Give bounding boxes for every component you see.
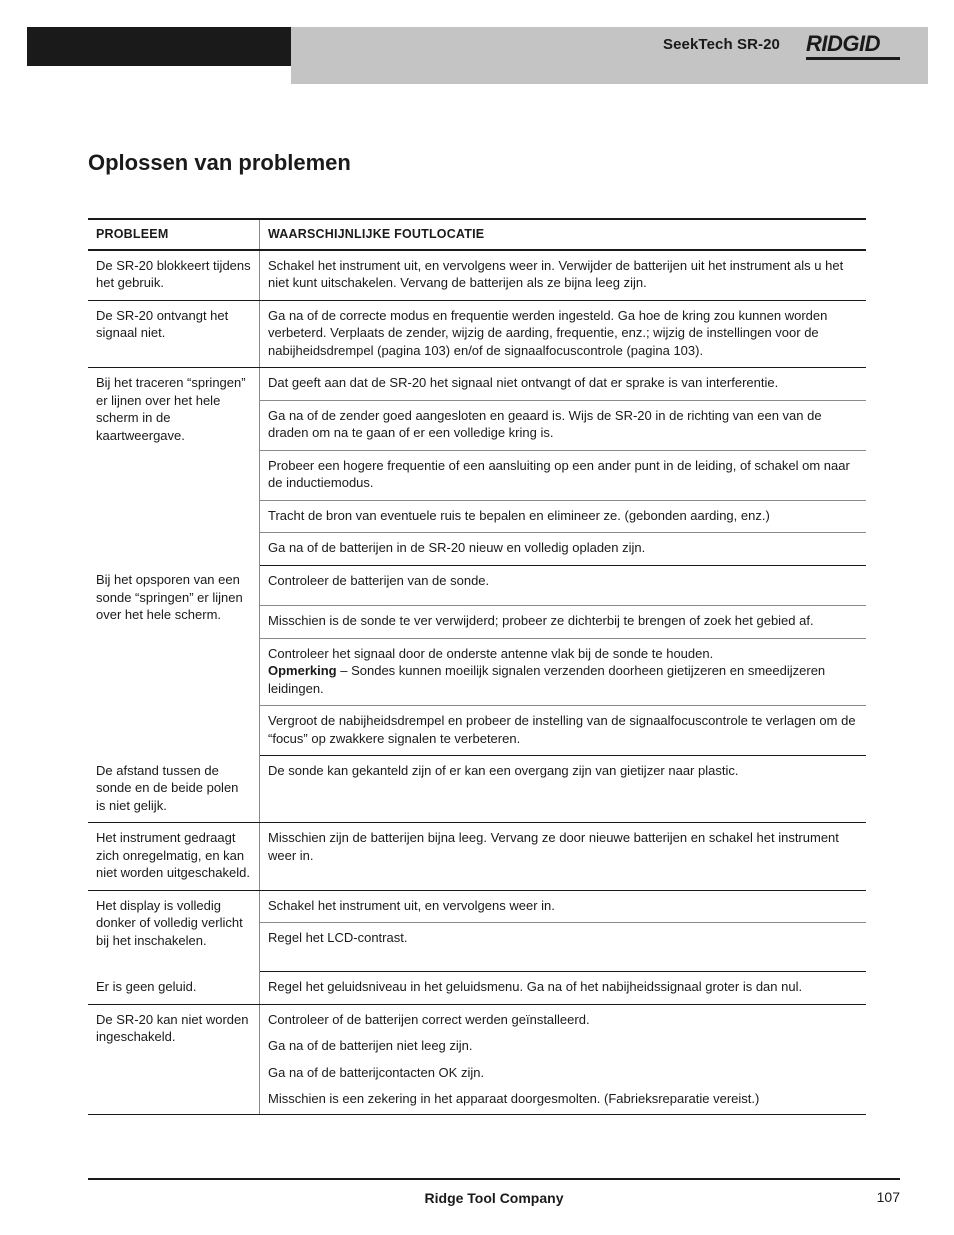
table-row xyxy=(88,250,866,301)
cause-cell xyxy=(260,638,867,706)
note-body: – Sondes kunnen moeilijk signalen verzenden doorheen gietijzeren en smeedijzeren leidingen. xyxy=(268,663,826,696)
problem-cell: De SR-20 ontvangt het signaal niet. xyxy=(88,300,260,368)
cause-cell: Schakel het instrument uit, en vervolgens weer in. xyxy=(260,890,867,923)
footer-company: Ridge Tool Company xyxy=(424,1190,564,1206)
cause-cell: Probeer een hogere frequentie of een aansluiting op een ander punt in de leiding, of schakel om naar de inductiemodus. xyxy=(260,450,867,500)
footer-rule xyxy=(88,1178,900,1180)
page-title: Oplossen van problemen xyxy=(88,150,351,175)
cause-cell: Regel het geluidsniveau in het geluidsmenu. Ga na of het nabijheidssignaal groter is dan nul. xyxy=(260,972,867,1005)
cause-cell xyxy=(260,1004,867,1114)
cause-cell: Dat geeft aan dat de SR-20 het signaal niet ontvangt of dat er sprake is van interferentie. xyxy=(260,368,867,401)
cause-cell: Tracht de bron van eventuele ruis te bepalen en elimineer ze. (gebonden aarding, enz.) xyxy=(260,500,867,533)
cause-cell: Schakel het instrument uit, en vervolgens weer in. Verwijder de batterijen uit het instrument als u het niet kunt uitschakelen. Vervang de batterijen als ze bijna leeg zijn. xyxy=(260,250,867,301)
column-header-cause: WAARSCHIJNLIJKE FOUTLOCATIE xyxy=(260,219,867,250)
cause-text: Ga na of de batterijcontacten OK zijn. xyxy=(268,1064,485,1080)
cause-text: Controleer of de batterijen correct werden geïnstalleerd. xyxy=(268,1011,590,1027)
note-label: Opmerking xyxy=(268,663,337,678)
problem-cell: De SR-20 blokkeert tijdens het gebruik. xyxy=(88,250,260,301)
table-row xyxy=(88,823,866,891)
table-row xyxy=(88,972,866,1005)
table-row xyxy=(88,300,866,368)
column-header-problem: PROBLEEM xyxy=(88,219,260,250)
cause-cell: Ga na of de zender goed aangesloten en geaard is. Wijs de SR-20 in de richting van een van de draden om na te gaan of er een volledige kring is. xyxy=(260,400,867,450)
table-row xyxy=(88,756,866,823)
problem-cell: De SR-20 kan niet worden ingeschakeld. xyxy=(88,1004,260,1114)
cause-cell: Controleer de batterijen van de sonde. xyxy=(260,565,867,606)
ridgid-logo-underline xyxy=(806,57,900,60)
cause-cell: Vergroot de nabijheidsdrempel en probeer de instelling van de signaalfocuscontrole te verlagen om de “focus” op zwakkere signalen te verbeteren. xyxy=(260,706,867,756)
header-dark-bar xyxy=(27,27,291,66)
ridgid-logo-text: RIDGID xyxy=(806,31,880,56)
cause-cell: Ga na of de batterijen in de SR-20 nieuw en volledig opladen zijn. xyxy=(260,533,867,566)
problem-cell: Het display is volledig donker of volledig verlicht bij het inschakelen. xyxy=(88,890,260,972)
cause-cell: De sonde kan gekanteld zijn of er kan een overgang zijn van gietijzer naar plastic. xyxy=(260,756,867,823)
table-row xyxy=(88,1004,866,1114)
header-gray-strip xyxy=(291,66,928,84)
cause-cell: Misschien zijn de batterijen bijna leeg. Vervang ze door nieuwe batterijen en schakel het instrument weer in. xyxy=(260,823,867,891)
cause-text: Controleer het signaal door de onderste antenne vlak bij de sonde te houden. xyxy=(268,645,714,661)
note-text xyxy=(268,662,858,697)
page-number: 107 xyxy=(876,1189,900,1205)
table-row xyxy=(88,890,866,923)
problem-cell: Bij het traceren “springen” er lijnen over het hele scherm in de kaartweergave. xyxy=(88,368,260,566)
cause-text: Ga na of de batterijen niet leeg zijn. xyxy=(268,1038,473,1053)
cause-cell: Regel het LCD-contrast. xyxy=(260,923,867,972)
cause-cell: Ga na of de correcte modus en frequentie werden ingesteld. Ga hoe de kring zou kunnen worden verbeterd. Verplaats de zender, wijzig de aarding, frequentie, enz.; wijzig de instellingen voor de nabijheidsdrempel (pagina 103) en/of de signaalfocuscontrole (pagina 103). xyxy=(260,300,867,368)
cause-text: Misschien is een zekering in het apparaat doorgesmolten. (Fabrieksreparatie vereist.) xyxy=(268,1091,760,1106)
ridgid-logo xyxy=(806,33,900,60)
table-row xyxy=(88,565,866,606)
problem-cell: Er is geen geluid. xyxy=(88,972,260,1005)
header-model-name: SeekTech SR-20 xyxy=(662,36,780,53)
table-header-row xyxy=(88,219,866,250)
problem-cell: De afstand tussen de sonde en de beide polen is niet gelijk. xyxy=(88,756,260,823)
table-row xyxy=(88,368,866,401)
problem-cell: Bij het opsporen van een sonde “springen” er lijnen over het hele scherm. xyxy=(88,565,260,756)
troubleshooting-table xyxy=(88,218,866,1115)
cause-cell: Misschien is de sonde te ver verwijderd; probeer ze dichterbij te brengen of zoek het gebied af. xyxy=(260,606,867,639)
problem-cell: Het instrument gedraagt zich onregelmatig, en kan niet worden uitgeschakeld. xyxy=(88,823,260,891)
